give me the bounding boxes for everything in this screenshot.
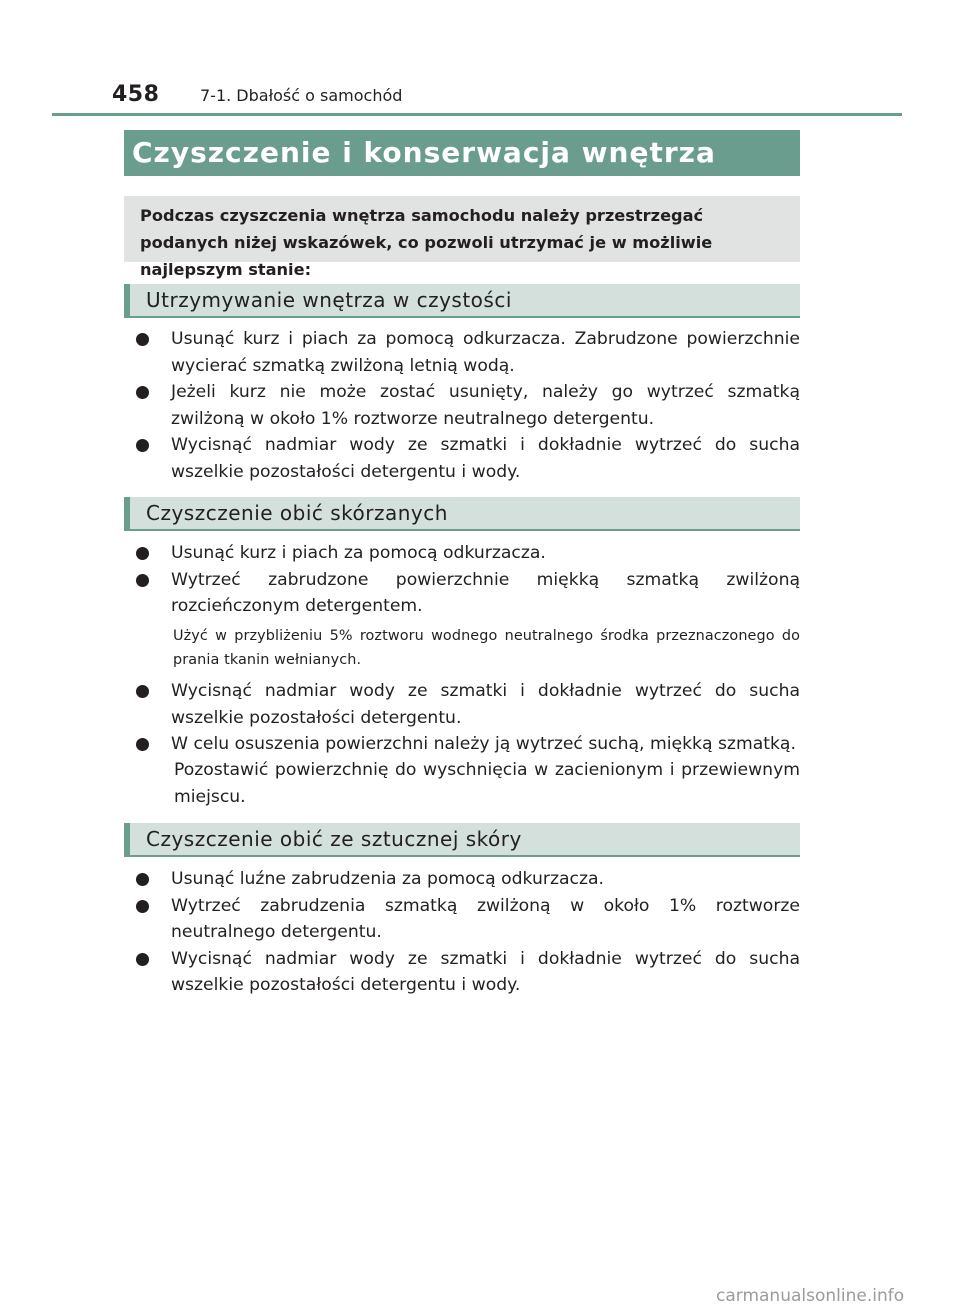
section-heading-synthetic-leather [124, 823, 800, 857]
list-item: Usunąć luźne zabrudzenia za pomocą odkurzacza. [134, 866, 800, 893]
continuation-text: Pozostawić powierzchnię do wyschnięcia w zacienionym i przewiewnym miejscu. [174, 760, 800, 807]
list-item: Wytrzeć zabrudzenia szmatką zwilżoną w około 1% roztworze neutralnego detergentu. [134, 893, 800, 946]
section-title: Utrzymywanie wnętrza w czystości [146, 288, 512, 312]
section-accent-bar [124, 284, 130, 316]
section-title: Czyszczenie obić ze sztucznej skóry [146, 827, 522, 851]
bullet-icon [136, 900, 149, 913]
bullet-list [134, 540, 800, 620]
list-item: Usunąć kurz i piach za pomocą odkurzacza. Zabrudzone powierzchnie wycierać szmatką zwilżoną letnią wodą. [134, 326, 800, 379]
bullet-list [134, 326, 800, 485]
intro-box: Podczas czyszczenia wnętrza samochodu należy przestrzegać podanych niżej wskazówek, co pozwoli utrzymać je w możliwie najlepszym stanie: [124, 196, 800, 262]
watermark: carmanualsonline.info [716, 1286, 905, 1306]
bullet-icon [136, 547, 149, 560]
list-item: Usunąć kurz i piach za pomocą odkurzacza. [134, 540, 800, 567]
page-title-bar [124, 130, 800, 176]
section-title: Czyszczenie obić skórzanych [146, 501, 448, 525]
bullet-icon [136, 953, 149, 966]
bullet-list [134, 866, 800, 999]
bullet-icon [136, 333, 149, 346]
section-accent-bar [124, 823, 130, 855]
section-accent-bar [124, 497, 130, 529]
bullet-icon [136, 685, 149, 698]
list-item: Wycisnąć nadmiar wody ze szmatki i dokładnie wytrzeć do sucha wszelkie pozostałości detergentu i wody. [134, 946, 800, 999]
page-title: Czyszczenie i konserwacja wnętrza [132, 136, 716, 169]
page-number: 458 [112, 82, 160, 107]
bullet-icon [136, 574, 149, 587]
section-heading-cleaning-interior [124, 284, 800, 318]
note-text: Użyć w przybliżeniu 5% roztworu wodnego neutralnego środka przeznaczonego do prania tkanin wełnianych. [173, 628, 800, 668]
list-item: Wycisnąć nadmiar wody ze szmatki i dokładnie wytrzeć do sucha wszelkie pozostałości detergentu i wody. [134, 432, 800, 485]
list-item: Jeżeli kurz nie może zostać usunięty, należy go wytrzeć szmatką zwilżoną w około 1% roztworze neutralnego detergentu. [134, 379, 800, 432]
bullet-list [134, 678, 800, 758]
chapter-title: 7-1. Dbałość o samochód [200, 86, 403, 105]
bullet-icon [136, 386, 149, 399]
list-item: Wytrzeć zabrudzone powierzchnie miękką szmatką zwilżoną rozcieńczonym detergentem. [134, 567, 800, 620]
bullet-icon [136, 873, 149, 886]
bullet-icon [136, 439, 149, 452]
section-heading-leather [124, 497, 800, 531]
header-divider [52, 113, 902, 116]
list-item: Wycisnąć nadmiar wody ze szmatki i dokładnie wytrzeć do sucha wszelkie pozostałości detergentu. [134, 678, 800, 731]
list-item: W celu osuszenia powierzchni należy ją wytrzeć suchą, miękką szmatką. [134, 731, 800, 758]
bullet-icon [136, 738, 149, 751]
page-header [112, 80, 902, 110]
